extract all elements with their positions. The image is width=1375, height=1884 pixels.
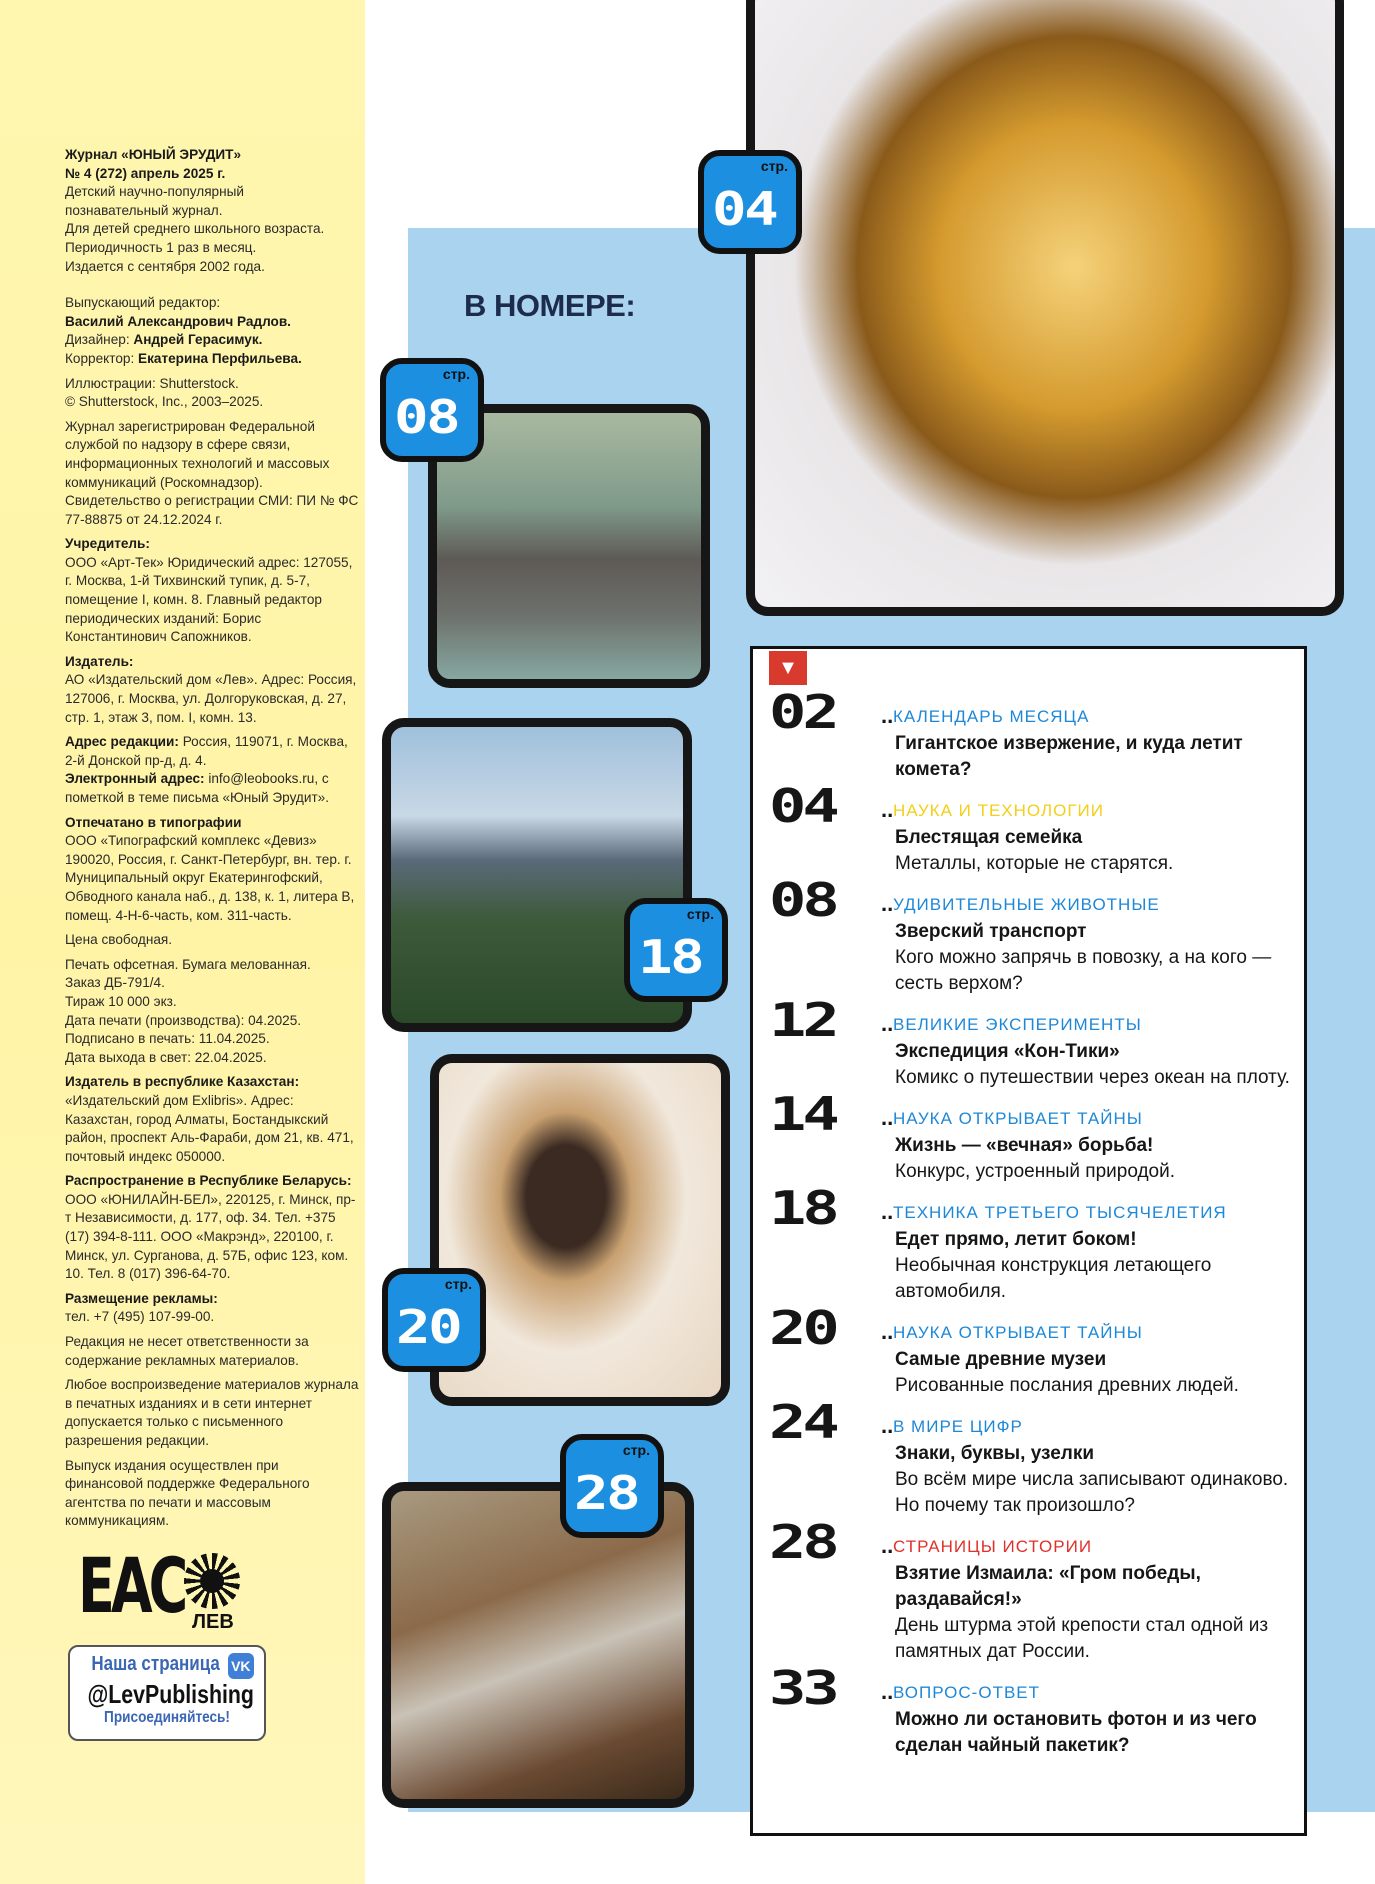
toc-entry[interactable] [769, 1301, 1299, 1399]
designer-name: Андрей Герасимук. [133, 332, 263, 348]
desc: Для детей среднего школьного возраста. [65, 221, 325, 237]
lev-logo-text: ЛЕВ [192, 1610, 234, 1633]
issue-number: № 4 (272) апрель 2025 г. [65, 165, 226, 181]
toc-subtitle: Металлы, которые не старятся. [895, 853, 1174, 874]
toc-headline: Знаки, буквы, узелки [895, 1443, 1095, 1464]
certificate: Свидетельство о регистрации СМИ: ПИ № ФС 77-88875 от 24.12.2024 г. [65, 493, 359, 527]
toc-entry[interactable] [769, 993, 1299, 1091]
page-title: В НОМЕРЕ: [464, 288, 636, 323]
toc-page-number: 33 [769, 1661, 836, 1715]
triangle-down-icon: ▼ [769, 651, 807, 685]
toc-page-number: 28 [769, 1515, 836, 1569]
corrector-name: Екатерина Перфильева. [138, 350, 302, 366]
kz-publisher: «Издательский дом Exlibris». Адрес: Казахстан, город Алматы, Бостандыкский район, проспект Аль-Фараби, дом 21, кв. 471, почтовый индекс 050000. [65, 1092, 354, 1164]
ads-phone: тел. +7 (495) 107-99-00. [65, 1309, 215, 1325]
table-of-contents [750, 646, 1307, 1836]
toc-category: В МИРЕ ЦИФР [893, 1417, 1023, 1436]
label: Электронный адрес: [65, 771, 205, 787]
toc-page-number: 24 [769, 1395, 836, 1449]
toc-entry[interactable] [769, 1181, 1299, 1305]
logos [78, 1541, 278, 1639]
label: Отпечатано в типографии [65, 814, 242, 830]
photo-gold-crystals [746, 0, 1344, 616]
toc-dots: .. [881, 1105, 894, 1130]
toc-page-number: 12 [769, 993, 836, 1047]
toc-entry[interactable] [769, 873, 1299, 997]
label: Издатель в республике Казахстан: [65, 1074, 300, 1090]
illustrations: Иллюстрации: Shutterstock. [65, 375, 239, 391]
toc-headline: Зверский транспорт [895, 921, 1087, 942]
reproduction-notice: Любое воспроизведение материалов журнала в печатных изданиях и в сети интернет допускается только с письменного разрешения редакции. [65, 1377, 359, 1448]
page-prefix: стр. [442, 366, 470, 382]
page-badge-18[interactable] [624, 898, 728, 1002]
price: Цена свободная. [65, 932, 173, 948]
label: Учредитель: [65, 536, 150, 552]
release-date: Дата выхода в свет: 22.04.2025. [65, 1049, 267, 1065]
toc-page-number: 18 [769, 1181, 836, 1235]
publisher: АО «Издательский дом «Лев». Адрес: Россия, 127006, г. Москва, ул. Долгоруковская, д. 27, стр. 1, этаж 3, пом. I, комн. 13. [65, 672, 357, 725]
vk-handle: @LevPublishing [87, 1678, 254, 1709]
order: Заказ ДБ-791/4. [65, 975, 165, 991]
page-badge-04[interactable] [698, 150, 802, 254]
toc-category: СТРАНИЦЫ ИСТОРИИ [893, 1537, 1093, 1556]
toc-subtitle: День штурма этой крепости стал одной из памятных дат России. [895, 1615, 1269, 1662]
imprint-column [0, 0, 365, 1884]
desc: Периодичность 1 раз в месяц. [65, 239, 257, 255]
label: Размещение рекламы: [65, 1290, 218, 1306]
copyright: © Shutterstock, Inc., 2003–2025. [65, 394, 264, 410]
toc-dots: .. [881, 1413, 894, 1438]
toc-entry[interactable] [769, 1087, 1299, 1185]
page-prefix: стр. [444, 1276, 472, 1292]
label: Корректор: [65, 350, 135, 366]
toc-category: НАУКА ОТКРЫВАЕТ ТАЙНЫ [893, 1109, 1143, 1128]
label: Выпускающий редактор: [65, 295, 221, 311]
toc-page-number: 14 [769, 1087, 836, 1141]
page-number: 20 [396, 1300, 461, 1354]
toc-category: ВЕЛИКИЕ ЭКСПЕРИМЕНТЫ [893, 1015, 1142, 1034]
toc-dots: .. [881, 891, 894, 916]
toc-subtitle: Комикс о путешествии через океан на плоту. [895, 1067, 1290, 1088]
toc-entry[interactable] [769, 1515, 1299, 1665]
toc-entry[interactable] [769, 1395, 1299, 1519]
page-badge-28[interactable] [560, 1434, 664, 1538]
toc-subtitle: Кого можно запрячь в повозку, а на кого — сесть верхом? [895, 947, 1272, 994]
toc-dots: .. [881, 1679, 894, 1704]
toc-page-number: 08 [769, 873, 836, 927]
toc-dots: .. [881, 1533, 894, 1558]
toc-dots: .. [881, 1199, 894, 1224]
page-number: 28 [574, 1466, 639, 1520]
toc-entry[interactable] [769, 779, 1299, 877]
print-info: Печать офсетная. Бумага мелованная. [65, 956, 311, 972]
page-prefix: стр. [686, 906, 714, 922]
toc-dots: .. [881, 1011, 894, 1036]
toc-category: НАУКА ОТКРЫВАЕТ ТАЙНЫ [893, 1323, 1143, 1342]
toc-headline: Гигантское извержение, и куда летит комета? [895, 733, 1243, 780]
toc-dots: .. [881, 1319, 894, 1344]
toc-category: КАЛЕНДАРЬ МЕСЯЦА [893, 707, 1090, 726]
email: info@leobooks.ru, с пометкой в теме письма «Юный Эрудит». [65, 771, 330, 805]
toc-headline: Взятие Измаила: «Гром победы, раздавайся!» [895, 1563, 1201, 1610]
founder: ООО «Арт-Тек» Юридический адрес: 127055, г. Москва, 1-й Тихвинский тупик, д. 5-7, помещение I, комн. 8. Главный редактор периодических изданий: Борис Константинович Сапожников. [65, 554, 353, 645]
toc-headline: Самые древние музеи [895, 1349, 1107, 1370]
editor-name: Василий Александрович Радлов. [65, 313, 291, 329]
toc-category: УДИВИТЕЛЬНЫЕ ЖИВОТНЫЕ [893, 895, 1160, 914]
toc-category: НАУКА И ТЕХНОЛОГИИ [893, 801, 1104, 820]
toc-page-number: 04 [769, 779, 836, 833]
toc-subtitle: Рисованные послания древних людей. [895, 1375, 1239, 1396]
toc-category: ТЕХНИКА ТРЕТЬЕГО ТЫСЯЧЕЛЕТИЯ [893, 1203, 1227, 1222]
toc-dots: .. [881, 797, 894, 822]
desc: Издается с сентября 2002 года. [65, 258, 265, 274]
vk-title: Наша страница [91, 1652, 221, 1675]
toc-subtitle: Необычная конструкция летающего автомобиля. [895, 1255, 1212, 1302]
vk-join: Присоединяйтесь! [104, 1708, 230, 1726]
signed-date: Подписано в печать: 11.04.2025. [65, 1031, 270, 1047]
label: Распространение в Республике Беларусь: [65, 1173, 352, 1189]
toc-page-number: 02 [769, 685, 836, 739]
label: Адрес редакции: [65, 734, 179, 750]
toc-entry[interactable] [769, 1661, 1299, 1759]
desc: Детский научно-популярный [65, 184, 244, 200]
toc-dots: .. [881, 703, 894, 728]
circulation: Тираж 10 000 экз. [65, 993, 177, 1009]
toc-headline: Блестящая семейка [895, 827, 1083, 848]
registration: Журнал зарегистрирован Федеральной службой по надзору в сфере связи, информационных технологий и массовых коммуникаций (Роскомнадзор). [65, 418, 330, 490]
imprint-text [65, 146, 360, 1537]
desc: познавательный журнал. [65, 202, 223, 218]
page-badge-20[interactable] [382, 1268, 486, 1372]
vk-link[interactable] [68, 1645, 266, 1741]
page-number: 08 [394, 390, 459, 444]
toc-headline: Можно ли остановить фотон и из чего сделан чайный пакетик? [895, 1709, 1257, 1756]
toc-headline: Едет прямо, летит боком! [895, 1229, 1137, 1250]
page-badge-08[interactable] [380, 358, 484, 462]
toc-subtitle: Конкурс, устроенный природой. [895, 1161, 1176, 1182]
printer: ООО «Типографский комплекс «Девиз» 190020, Россия, г. Санкт-Петербург, вн. тер. г. Муниципальный округ Екатерингофский, Обводного канала наб., д. 138, к. 1, литера В, помещ. 4-Н-6-часть, ком. 311-часть. [65, 833, 355, 923]
label: Дизайнер: [65, 332, 130, 348]
page-number: 18 [638, 930, 703, 984]
by-distribution: ООО «ЮНИЛАЙН-БЕЛ», 220125, г. Минск, пр-т Независимости, д. 177, оф. 34. Тел. +375 (17) 394-8-111. ООО «Макрэнд», 220100, г. Минск, ул. Сурганова, д. 57Б, офис 123, ком. 10. Тел. 8 (017) 396-64-70. [65, 1191, 356, 1282]
page-number: 04 [712, 182, 777, 236]
toc-entry[interactable] [769, 685, 1299, 783]
toc-headline: Экспедиция «Кон-Тики» [895, 1041, 1120, 1062]
toc-page-number: 20 [769, 1301, 836, 1355]
page-prefix: стр. [622, 1442, 650, 1458]
print-date: Дата печати (производства): 04.2025. [65, 1012, 302, 1028]
disclaimer: Редакция не несет ответственности за содержание рекламных материалов. [65, 1334, 309, 1368]
magazine-name: Журнал «ЮНЫЙ ЭРУДИТ» [65, 147, 242, 162]
toc-subtitle: Во всём мире числа записывают одинаково. Но почему так произошло? [895, 1469, 1289, 1516]
vk-icon: VK [228, 1653, 254, 1679]
support-notice: Выпуск издания осуществлен при финансовой поддержке Федерального агентства по печати и массовым коммуникациям. [65, 1457, 310, 1529]
eac-logo: ЕАС [78, 1541, 185, 1631]
toc-headline: Жизнь — «вечная» борьба! [895, 1135, 1154, 1156]
label: Издатель: [65, 653, 134, 669]
lion-icon [184, 1553, 240, 1609]
toc-category: ВОПРОС-ОТВЕТ [893, 1683, 1041, 1702]
editorial-address: Россия, 119071, г. Москва, 2-й Донской пр-д, д. 4. [65, 734, 348, 768]
page-prefix: стр. [760, 158, 788, 174]
